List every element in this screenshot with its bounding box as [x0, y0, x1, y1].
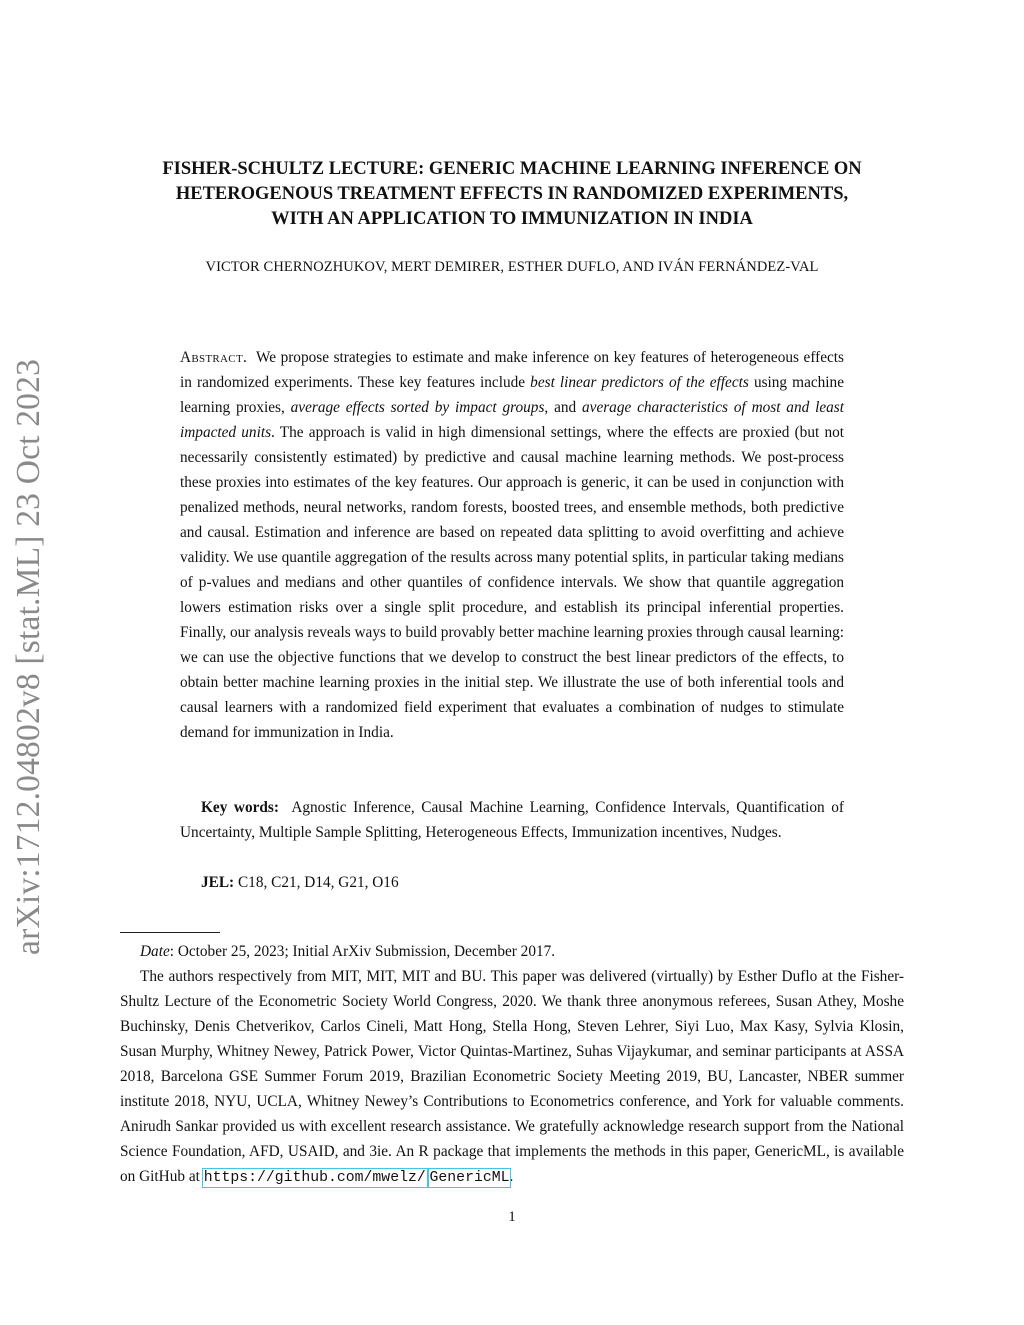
keywords: [180, 795, 844, 845]
footnote-end: .: [509, 1168, 514, 1185]
author-list: VICTOR CHERNOZHUKOV, MERT DEMIRER, ESTHER DUFLO, AND IVÁN FERNÁNDEZ-VAL: [205, 259, 819, 275]
title-line-2: HETEROGENOUS TREATMENT EFFECTS IN RANDOMIZED EXPERIMENTS,: [175, 184, 849, 204]
footnote-acknowledgements: [120, 964, 904, 1191]
abstract-text-1: We propose strategies to estimate and make inference on key features of heterogeneous effects in randomized experiments. These key features include: [180, 349, 845, 391]
abstract-label: Abstract.: [180, 349, 248, 366]
footnote-rule: [120, 932, 220, 933]
keywords-text: Agnostic Inference, Causal Machine Learning, Confidence Intervals, Quantification of Uncertainty, Multiple Sample Splitting, Heterogeneous Effects, Immunization incentives, Nudges.: [180, 799, 844, 841]
arxiv-side-stamp: arXiv:1712.04802v8 [stat.ML] 23 Oct 2023: [10, 358, 47, 955]
jel-codes: [201, 870, 399, 895]
abstract-text-4: . The approach is valid in high dimensional settings, where the effects are proxied (but not necessarily consistently estimated) by predictive and causal machine learning methods. We post-process these proxies into estimates of the key features. Our approach is generic, it can be used in conjunction with penalized methods, neural networks, random forests, boosted trees, and ensemble methods, both predictive and causal. Estimation and inference are based on repeated data splitting to avoid overfitting and achieve validity. We use quantile aggregation of the results across many potential splits, in particular taking medians of p-values and medians and other quantiles of confidence intervals. We show that quantile aggregation lowers estimation risks over a single split procedure, and establish its principal inferential properties. Finally, our analysis reveals ways to build provably better machine learning proxies through causal learning: we can use the objective functions that we develop to construct the best linear predictors of the effects, to obtain better machine learning proxies in the initial step. We illustrate the use of both inferential tools and causal learners with a randomized field experiment that evaluates a combination of nudges to stimulate demand for immunization in India.: [180, 424, 844, 741]
footnote: [120, 939, 904, 1191]
keywords-label: Key words:: [201, 799, 279, 816]
page-number: 1: [508, 1209, 516, 1225]
date-text: : October 25, 2023; Initial ArXiv Submission, December 2017.: [169, 943, 556, 960]
github-link[interactable]: https://github.com/mwelz/: [203, 1170, 426, 1186]
footnote-date: [120, 939, 904, 964]
title-line-1: FISHER-SCHULTZ LECTURE: GENERIC MACHINE LEARNING INFERENCE ON: [162, 159, 862, 179]
abstract-emphasis-1: best linear predictors of the effects: [530, 374, 749, 391]
abstract-text-3: , and: [544, 399, 577, 416]
abstract: [180, 345, 844, 745]
jel-text: C18, C21, D14, G21, O16: [237, 874, 399, 891]
github-link-continued[interactable]: GenericML: [429, 1170, 510, 1186]
acknowledgements-text: The authors respectively from MIT, MIT, MIT and BU. This paper was delivered (virtually) by Esther Duflo at the Fisher-Shultz Lecture of the Econometric Society World Congress, 2020. We thank three anonymous referees, Susan Athey, Moshe Buchinsky, Denis Chetverikov, Carlos Cineli, Matt Hong, Stella Hong, Steven Lehrer, Siyi Luo, Max Kasy, Sylvia Klosin, Susan Murphy, Whitney Newey, Patrick Power, Victor Quintas-Martinez, Suhas Vijaykumar, and seminar participants at ASSA 2018, Barcelona GSE Summer Forum 2019, Brazilian Econometric Society Meeting 2019, BU, Lancaster, NBER summer institute 2018, NYU, UCLA, Whitney Newey’s Contributions to Econometrics conference, and York for valuable comments. Anirudh Sankar provided us with excellent research assistance. We gratefully acknowledge research support from the National Science Foundation, AFD, USAID, and 3ie. An R package that implements the methods in this paper, GenericML, is available on GitHub at: [120, 968, 904, 1185]
date-label: Date: [140, 943, 170, 960]
title-line-3: WITH AN APPLICATION TO IMMUNIZATION IN INDIA: [271, 209, 753, 229]
jel-label: JEL:: [201, 874, 235, 891]
abstract-text-2: using machine learning proxies,: [180, 374, 844, 416]
abstract-emphasis-2: average effects sorted by impact groups: [290, 399, 545, 416]
abstract-emphasis-3: average characteristics of most and least impacted units: [180, 399, 844, 441]
paper-title: [110, 157, 914, 232]
